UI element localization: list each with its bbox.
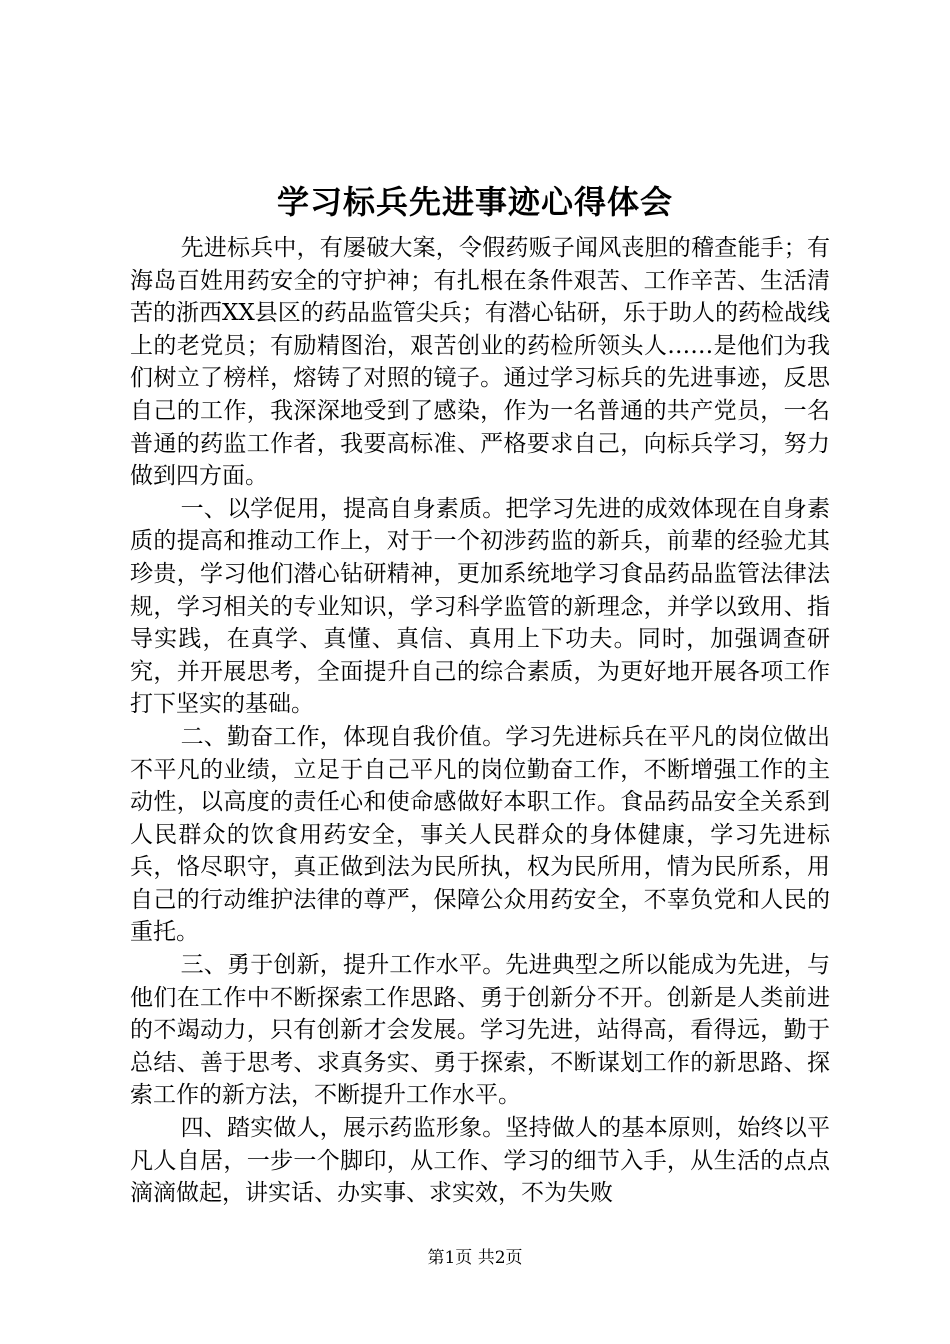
paragraph-point-4: 四、踏实做人，展示药监形象。坚持做人的基本原则，始终以平凡人自居，一步一个脚印，从工作、学习的细节入手，从生活的点点滴滴做起，讲实话、办实事、求实效，不为失败 xyxy=(130,1115,830,1207)
paragraph-point-2: 二、勤奋工作，体现自我价值。学习先进标兵在平凡的岗位做出不平凡的业绩，立足于自己平凡的岗位勤奋工作，不断增强工作的主动性，以高度的责任心和使命感做好本职工作。食品药品安全关系到人民群众的饮食用药安全，事关人民群众的身体健康，学习先进标兵，恪尽职守，真正做到法为民所执，权为民所用，情为民所系，用自己的行动维护法律的尊严，保障公众用药安全，不辜负党和人民的重托。 xyxy=(130,723,830,946)
paragraph-point-3: 三、勇于创新，提升工作水平。先进典型之所以能成为先进，与他们在工作中不断探索工作思路、勇于创新分不开。创新是人类前进的不竭动力，只有创新才会发展。学习先进，站得高，看得远，勤于总结、善于思考、求真务实、勇于探索，不断谋划工作的新思路、探索工作的新方法，不断提升工作水平。 xyxy=(130,952,830,1109)
paragraph-intro: 先进标兵中，有屡破大案，令假药贩子闻风丧胆的稽查能手；有海岛百姓用药安全的守护神；有扎根在条件艰苦、工作辛苦、生活清苦的浙西XX县区的药品监管尖兵；有潜心钻研，乐于助人的药检战线上的老党员；有励精图治，艰苦创业的药检所领头人……是他们为我们树立了榜样，熔铸了对照的镜子。通过学习标兵的先进事迹，反思自己的工作，我深深地受到了感染，作为一名普通的共产党员，一名普通的药监工作者，我要高标准、严格要求自己，向标兵学习，努力做到四方面。 xyxy=(130,235,830,490)
document-title: 学习标兵先进事迹心得体会 xyxy=(276,183,673,221)
paragraph-point-1: 一、以学促用，提高自身素质。把学习先进的成效体现在自身素质的提高和推动工作上，对于一个初涉药监的新兵，前辈的经验尤其珍贵，学习他们潜心钻研精神，更加系统地学习食品药品监管法律法规，学习相关的专业知识，学习科学监管的新理念，并学以致用、指导实践，在真学、真懂、真信、真用上下功夫。同时，加强调查研究，并开展思考，全面提升自己的综合素质，为更好地开展各项工作打下坚实的基础。 xyxy=(130,495,830,718)
document-body xyxy=(130,232,830,1210)
page-number-footer: 第1页 共2页 xyxy=(427,1248,523,1268)
